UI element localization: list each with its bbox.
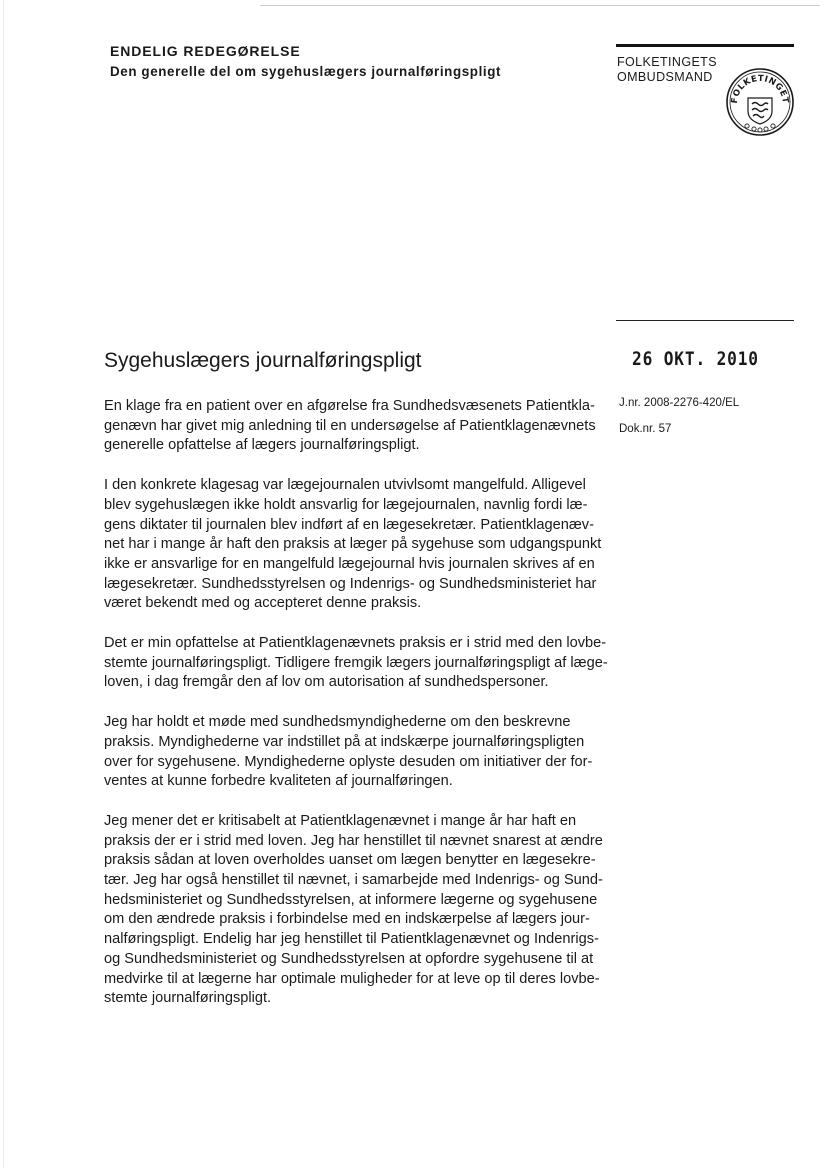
header-rule (616, 44, 794, 47)
org-name-line1: FOLKETINGETS (617, 55, 717, 69)
document-subtitle: Den generelle del om sygehuslægers journalføringspligt (110, 64, 502, 79)
date-stamp: 26 OKT. 2010 (632, 348, 759, 370)
text-line: stemte journalføringspligt. Tidligere fremgik lægers journalføringspligt af læge- (104, 654, 608, 671)
text-line: I den konkrete klagesag var lægejournalen utvivlsomt mangelfuld. Alligevel (104, 477, 586, 494)
text-line: net har i mange år haft den praksis at læger på sygehuse som udgangspunkt (104, 536, 602, 553)
text-line: generelle opfattelse af lægers journalføringspligt. (104, 437, 420, 454)
text-line: nalføringspligt. Endelig har jeg henstillet til Patientklagenævnet og Indenrigs- (104, 931, 599, 948)
text-line: været bekendt med og accepteret denne praksis. (104, 595, 422, 612)
text-line: En klage fra en patient over en afgørelse fra Sundhedsvæsenets Patientkla- (104, 398, 595, 414)
text-line: over for sygehusene. Myndighederne oplyste desuden om initiativer der for- (104, 753, 593, 770)
text-line: medvirke til at lægerne har optimale muligheder for at leve op til deres lovbe- (104, 970, 600, 987)
svg-text:FOLKETINGET (730, 74, 790, 104)
text-line: praksis der er i strid med loven. Jeg har henstillet til nævnet snarest at ændre (104, 832, 603, 849)
scan-top-rule (260, 5, 820, 6)
text-line: Det er min opfattelse at Patientklagenævnets praksis er i strid med den lovbe- (104, 635, 607, 652)
text-line: praksis. Myndighederne var indstillet på at indskærpe journalføringspligten (104, 733, 585, 750)
text-line: praksis sådan at loven overholdes uanset om lægen benytter en lægesekre- (104, 852, 596, 869)
paragraph (104, 397, 596, 456)
folketinget-seal-icon (725, 67, 795, 137)
text-line: Jeg har holdt et møde med sundhedsmyndighederne om den beskrevne (104, 714, 571, 731)
seal-text: FOLKETINGET (729, 73, 791, 105)
sidebar-rule (616, 320, 794, 321)
text-line: ventes at kunne forbedre kvaliteten af journalføringen. (104, 773, 453, 790)
document-number: Dok.nr. 57 (619, 423, 672, 435)
scan-edge (3, 0, 4, 1168)
text-line: blev sygehuslægen ikke holdt ansvarlig for lægejournalen, navnlig fordi læ- (104, 496, 588, 513)
text-line: lægesekretær. Sundhedsstyrelsen og Indenrigs- og Sundhedsministeriet har (104, 575, 597, 592)
page-title: Sygehuslægers journalføringspligt (104, 349, 422, 372)
text-line: hedsministeriet og Sundhedsstyrelsen, at informere lægerne og sygehusene (104, 891, 598, 908)
org-name-line2: OMBUDSMAND (617, 70, 713, 84)
text-line: ikke er ansvarlige for en mangelfuld lægejournal hvis journalen skrives af en (104, 555, 595, 572)
paragraph (104, 812, 603, 1009)
text-line: loven, i dag fremgår den af lov om autorisation af sundhedspersoner. (104, 674, 549, 691)
text-line: tær. Jeg har også henstillet til nævnet, i samarbejde med Indenrigs- og Sund- (104, 872, 603, 889)
document-type: ENDELIG REDEGØRELSE (110, 43, 301, 59)
text-line: gens diktater til journalen blev indført af en lægesekretær. Patientklagenæv- (104, 516, 594, 533)
paragraph (104, 713, 593, 792)
text-line: om den ændrede praksis i forbindelse med en indskærpelse af lægers jour- (104, 911, 590, 928)
journal-number: J.nr. 2008-2276-420/EL (619, 397, 740, 409)
paragraph (104, 634, 608, 693)
text-line: genævn har givet mig anledning til en undersøgelse af Patientklagenævnets (104, 417, 596, 434)
body-text (104, 397, 608, 1029)
paragraph (104, 476, 602, 614)
text-line: stemte journalføringspligt. (104, 990, 272, 1007)
text-line: Jeg mener det er kritisabelt at Patientklagenævnet i mange år har haft en (104, 812, 577, 829)
text-line: og Sundhedsministeriet og Sundhedsstyrelsen at opfordre sygehusene til at (104, 950, 594, 967)
